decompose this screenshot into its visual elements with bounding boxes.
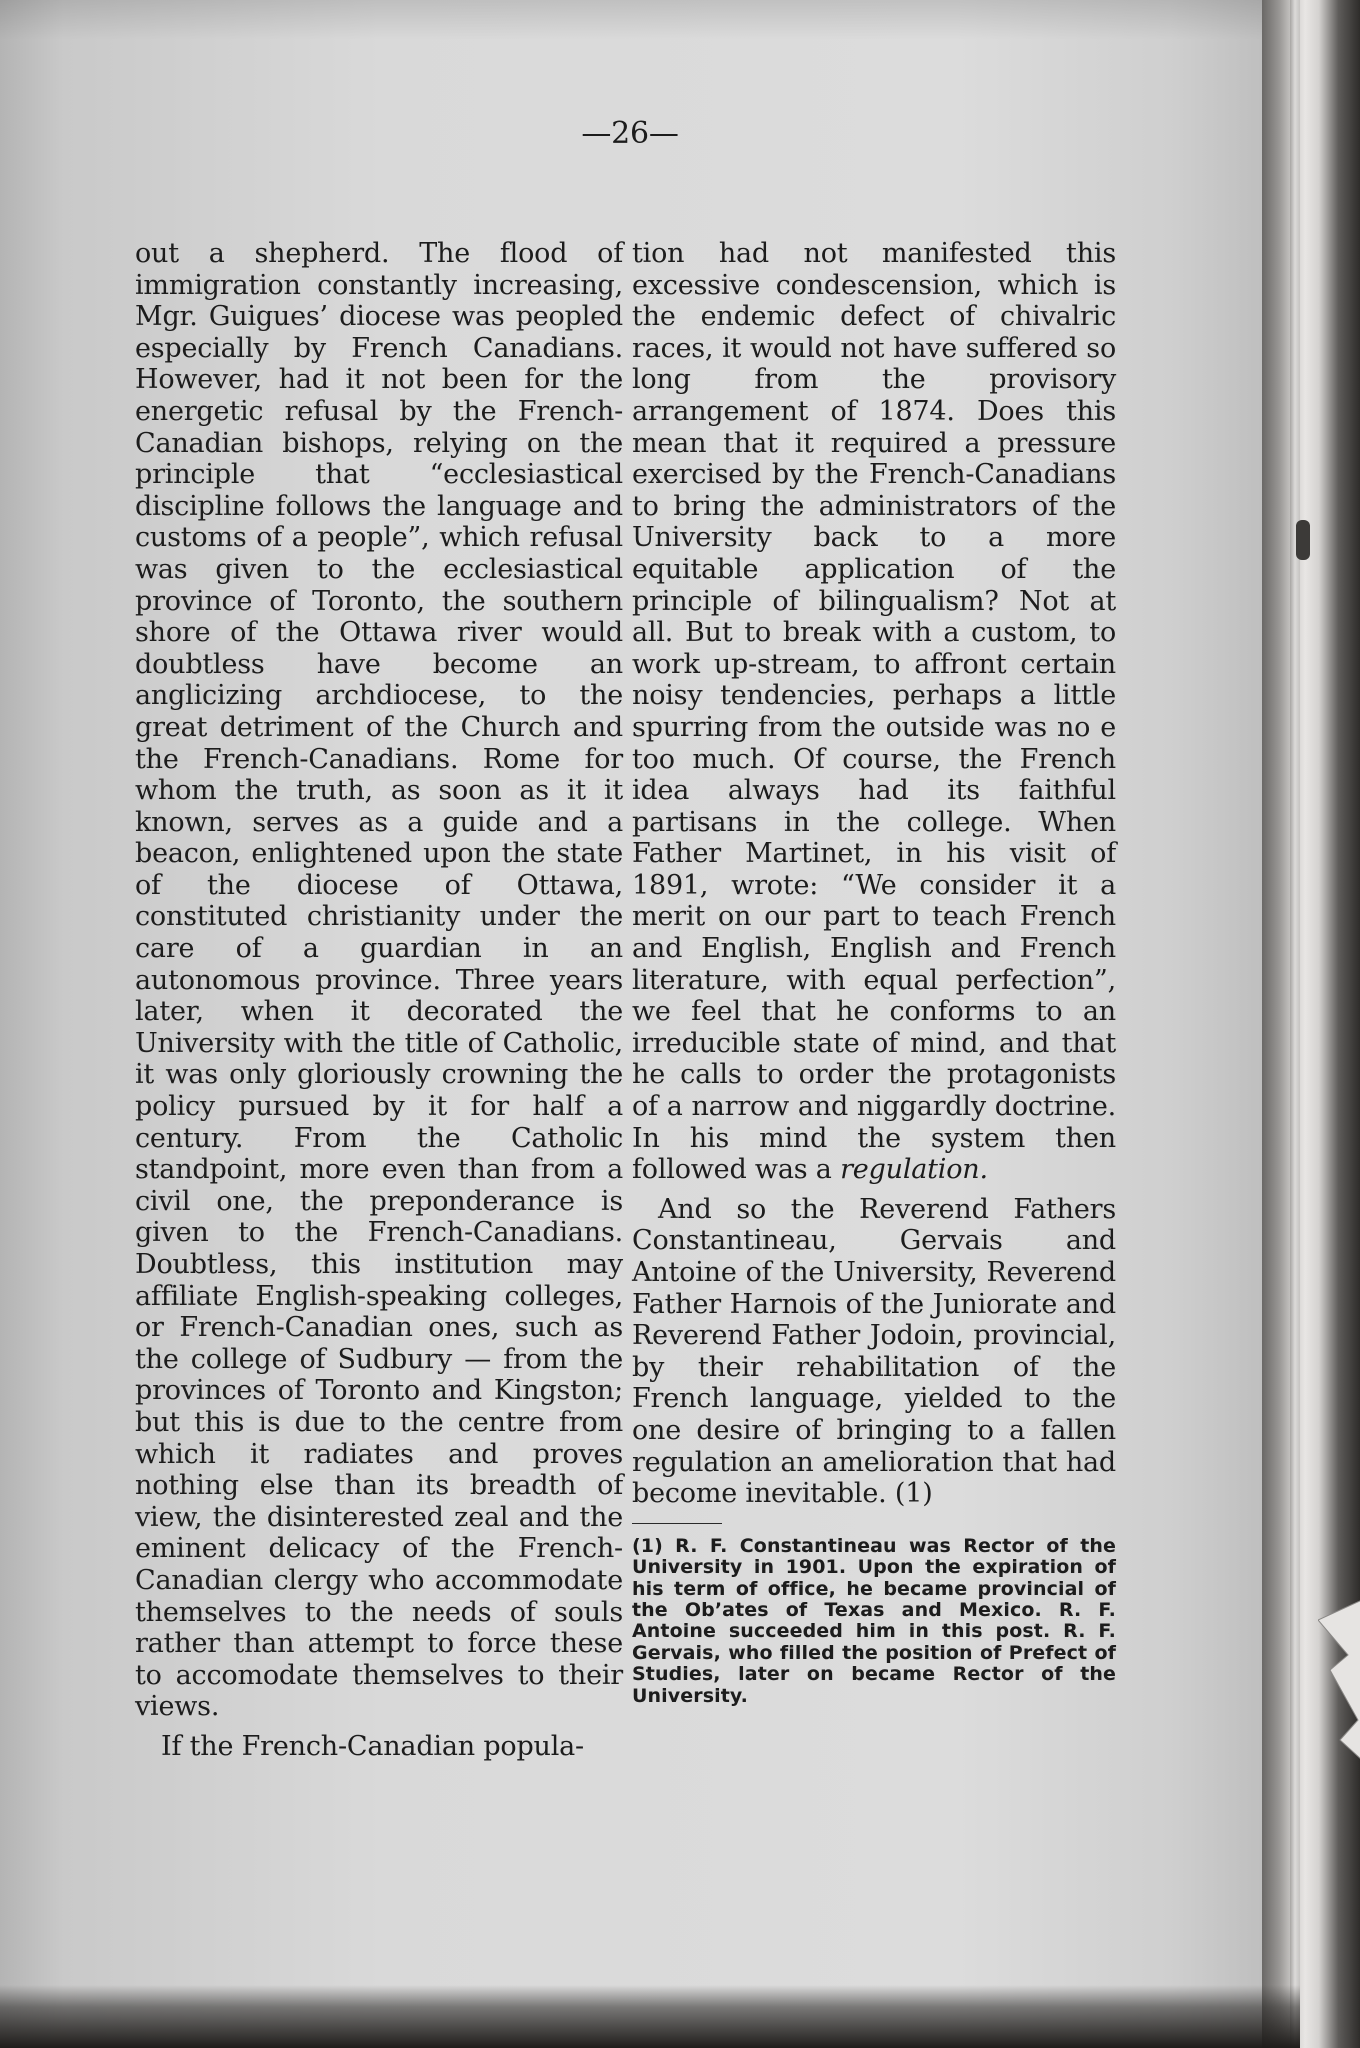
- right-column: [632, 238, 1116, 1707]
- bottom-page-edge: [0, 1985, 1300, 2048]
- left-column: [135, 238, 623, 1763]
- top-shadow: [0, 0, 1272, 40]
- page-number: —26—: [581, 116, 679, 151]
- page-tear: [1318, 1600, 1360, 1760]
- right-paragraph-2: And so the Reverend Fathers Constantineau, Gervais and Antoine of the University, Reverend Father Harnois of the Juniorate and Reverend Father Jodoin, provincial, by their rehabilitation of the French language, yielded to the one desire of bringing to a fallen regulation an amelioration that had become inevitable. (1): [632, 1193, 1116, 1510]
- left-paragraph-2: If the French-Canadian popula-: [161, 1730, 584, 1762]
- right-paragraph-1: [632, 238, 1116, 1186]
- spine-rib: [1290, 0, 1300, 2048]
- binding-mark: [1296, 520, 1310, 560]
- footnote-rule: [632, 1523, 722, 1524]
- paragraph-gap: [632, 1186, 1116, 1194]
- right-paragraph-1-text: tion had not manifested this excessive condescension, which is the endemic defect of chivalric races, it would not have suffered so long from the provisory arrangement of 1874. Does this mean that it required a pressure exercised by the French-Canadians to bring the administrators of the University back to a more equitable application of the principle of bilingualism? Not at all. But to break with a custom, to work up-stream, to affront certain noisy tendencies, perhaps a little spurring from the outside was no e too much. Of course, the French idea always had its faithful partisans in the college. When Father Martinet, in his visit of 1891, wrote: “We consider it a merit on our part to teach French and English, English and French literature, with equal perfection”, we feel that he conforms to an irreducible state of mind, and that he calls to order the protagonists of a narrow and niggardly doctrine. In his mind the system then followed was a: [632, 238, 1116, 1186]
- footnote: (1) R. F. Constantineau was Rector of the University in 1901. Upon the expiration of his term of office, he became provincial of the Ob’ates of Texas and Mexico. R. F. Antoine succeeded him in this post. R. F. Gervais, who filled the position of Prefect of Studies, later on became Rector of the University.: [632, 1534, 1116, 1707]
- italic-regulation: regulation.: [840, 1154, 988, 1186]
- paragraph-gap: [135, 1723, 623, 1731]
- left-paragraph-1: out a shepherd. The flood of immigration constantly increasing, Mgr. Guigues’ diocese was peopled especially by French Canadians. However, had it not been for the energetic refusal by the French-Canadian bishops, relying on the principle that “ecclesiastical discipline follows the language and customs of a people”, which refusal was given to the ecclesiastical province of Toronto, the southern shore of the Ottawa river would doubtless have become an anglicizing archdiocese, to the great detriment of the Church and the French-Canadians. Rome for whom the truth, as soon as it it known, serves as a guide and a beacon, enlightened upon the state of the diocese of Ottawa, constituted christianity under the care of a guardian in an autonomous province. Three years later, when it decorated the University with the title of Catholic, it was only gloriously crowning the policy pursued by it for half a century. From the Catholic standpoint, more even than from a civil one, the preponderance is given to the French-Canadians. Doubtless, this institution may affiliate English-speaking colleges, or French-Canadian ones, such as the college of Sudbury — from the provinces of Toronto and Kingston; but this is due to the centre from which it radiates and proves nothing else than its breadth of view, the disinterested zeal and the eminent delicacy of the French-Canadian clergy who accommodate themselves to the needs of souls rather than attempt to force these to accomodate themselves to their views.: [135, 238, 623, 1723]
